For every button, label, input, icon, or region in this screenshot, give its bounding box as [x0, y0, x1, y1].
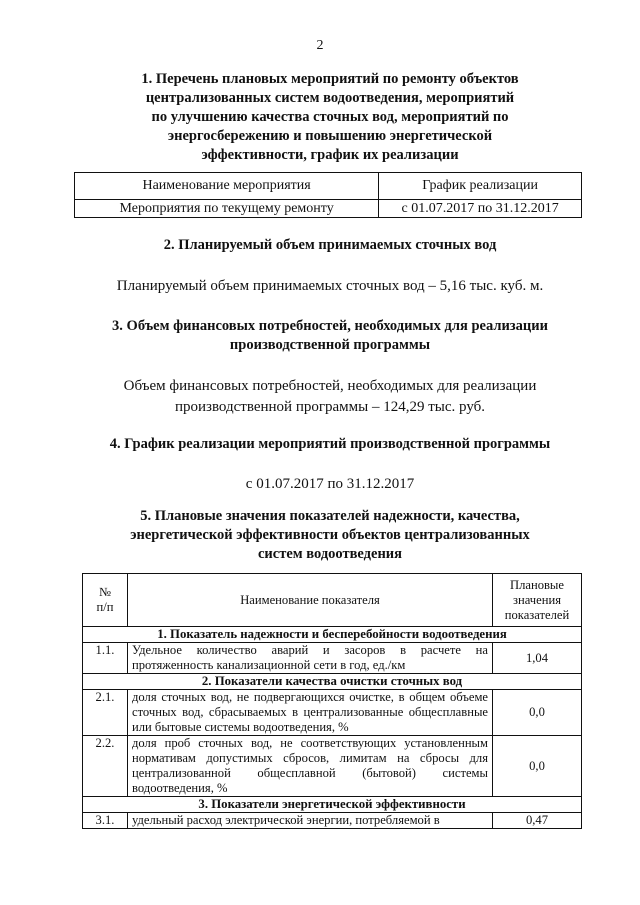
table-row [83, 690, 582, 736]
header-number [83, 574, 128, 627]
section5-title-line: энергетической эффективности объектов централизованных [130, 527, 530, 543]
section3-title-line: 3. Объем финансовых потребностей, необходимых для реализации [112, 318, 548, 334]
indicator-name: доля проб сточных вод, не соответствующих установленным нормативам допустимых сбросов, лимитам на сбросы для централизованной общесплавной (бытовой) системы водоотведения, % [128, 736, 493, 797]
section1-title-line: эффективности, график их реализации [201, 147, 459, 163]
activity-name-cell: Мероприятия по текущему ремонту [75, 200, 379, 218]
section3-text-line: производственной программы – 124,29 тыс. руб. [174, 399, 486, 415]
header-indicator-name: Наименование показателя [128, 574, 493, 627]
table-row [83, 643, 582, 674]
section3-text [60, 376, 600, 418]
page-number: 2 [316, 38, 324, 53]
header-planned-values [493, 574, 582, 627]
section1-title-line: энергосбережению и повышению энергетической [167, 128, 493, 144]
indicator-name: доля сточных вод, не подвергающихся очистке, в общем объеме сточных вод, сбрасываемых в централизованные общесплавные или бытовые системы водоотведения, % [128, 690, 493, 736]
indicators-table [82, 573, 582, 829]
header-value-line: показателей [504, 607, 570, 622]
section2-text: Планируемый объем принимаемых сточных вод – 5,16 тыс. куб. м. [116, 278, 544, 294]
section5-title-line: систем водоотведения [257, 546, 403, 562]
section3-title-line: производственной программы [229, 337, 431, 353]
section1-title-line: централизованных систем водоотведения, мероприятий [145, 90, 515, 106]
group-title: 3. Показатели энергетической эффективности [83, 797, 582, 813]
group-title: 2. Показатели качества очистки сточных вод [83, 674, 582, 690]
section1-title [60, 70, 600, 165]
row-number: 2.2. [83, 736, 128, 797]
section1-title-line: по улучшению качества сточных вод, мероприятий по [151, 109, 509, 125]
row-number: 2.1. [83, 690, 128, 736]
row-number: 3.1. [83, 813, 128, 829]
section-row [83, 627, 582, 643]
header-schedule: График реализации [379, 173, 582, 200]
table-header-row [75, 173, 582, 200]
header-number-line: п/п [96, 600, 114, 614]
section-row [83, 674, 582, 690]
section5-title [60, 507, 600, 564]
indicator-value: 1,04 [493, 643, 582, 674]
indicator-value: 0,47 [493, 813, 582, 829]
schedule-cell: с 01.07.2017 по 31.12.2017 [379, 200, 582, 218]
table-row [83, 813, 582, 829]
indicator-name: удельный расход электрической энергии, потребляемой в [128, 813, 493, 829]
table-row [75, 200, 582, 218]
indicator-name: Удельное количество аварий и засоров в расчете на протяженность канализационной сети в год, ед./км [128, 643, 493, 674]
section3-title [60, 317, 600, 355]
header-number-line: № [98, 585, 112, 599]
section4-title: 4. График реализации мероприятий производственной программы [109, 436, 551, 452]
section4-text: с 01.07.2017 по 31.12.2017 [245, 476, 415, 492]
section3-text-line: Объем финансовых потребностей, необходимых для реализации [123, 378, 537, 394]
section5-title-line: 5. Плановые значения показателей надежности, качества, [140, 508, 520, 524]
indicator-value: 0,0 [493, 736, 582, 797]
row-number: 1.1. [83, 643, 128, 674]
section1-title-line: 1. Перечень плановых мероприятий по ремонту объектов [141, 71, 519, 87]
indicator-value: 0,0 [493, 690, 582, 736]
header-activity-name: Наименование мероприятия [75, 173, 379, 200]
group-title: 1. Показатель надежности и бесперебойности водоотведения [83, 627, 582, 643]
header-value-line: значения [513, 592, 561, 607]
section-row [83, 797, 582, 813]
activities-table [74, 172, 582, 218]
section2-title: 2. Планируемый объем принимаемых сточных вод [163, 237, 497, 253]
header-value-line: Плановые [509, 577, 564, 592]
table-header-row [83, 574, 582, 627]
table-row [83, 736, 582, 797]
